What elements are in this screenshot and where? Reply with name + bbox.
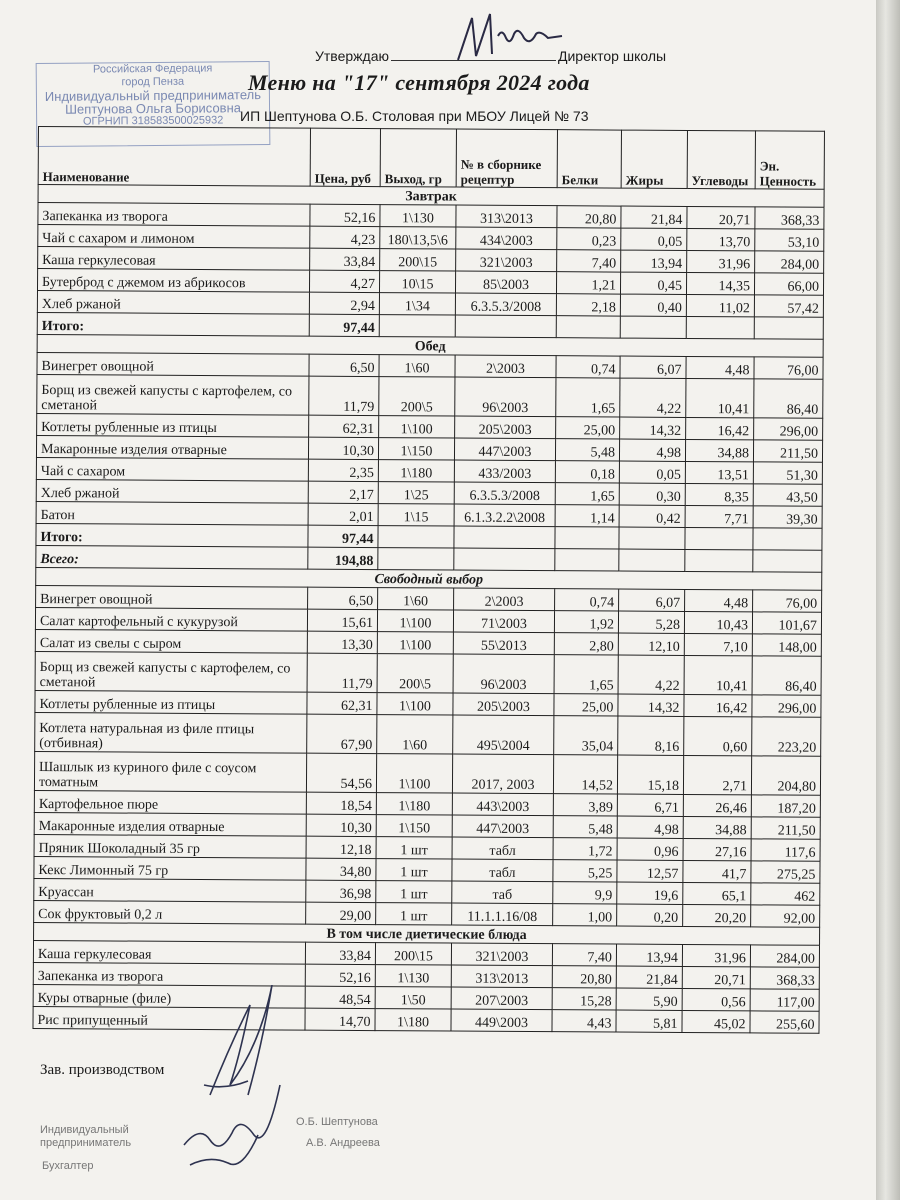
table-row	[35, 712, 821, 756]
cell-value: 275,25	[751, 861, 820, 883]
cell-value: 31,96	[687, 250, 755, 272]
cell-value: 1\100	[376, 754, 452, 793]
cell-value: 10,30	[306, 814, 376, 836]
empty-cell	[754, 317, 823, 339]
cell-value: 211,50	[751, 817, 820, 839]
cell-value: 117,6	[751, 839, 820, 861]
dish-name: Картофельное пюре	[34, 790, 306, 814]
cell-value: 18,54	[306, 792, 376, 814]
cell-value: 31,96	[682, 944, 750, 966]
cell-value: 313\2013	[451, 965, 552, 988]
cell-value: 14,70	[305, 1008, 375, 1030]
cell-value: 1\180	[378, 460, 454, 482]
dish-name: Макаронные изделия отварные	[36, 435, 308, 459]
cell-value: 200\5	[377, 654, 453, 693]
cell-value: 5,28	[618, 611, 684, 633]
approve-label: Утверждаю	[315, 48, 389, 64]
cell-value: 20,71	[682, 966, 750, 988]
cell-value: 10,41	[684, 655, 752, 694]
empty-cell	[379, 315, 455, 337]
cell-value: 462	[751, 883, 820, 905]
cell-value: 14,32	[620, 417, 686, 439]
cell-value: 4,48	[686, 356, 754, 378]
dish-name: Винегрет овощной	[36, 585, 308, 609]
signer-name: О.Б. Шептунова	[296, 1116, 378, 1128]
cell-value: 6,50	[308, 587, 378, 609]
cell-value: 2,94	[309, 292, 379, 314]
cell-value: 2,18	[556, 294, 620, 316]
cell-value: 21,84	[616, 966, 682, 988]
cell-value: 33,84	[310, 248, 380, 270]
cell-value: 4,98	[617, 816, 683, 838]
stamp-line: ОГРНИП 318583500025932	[82, 114, 224, 128]
section-title: В том числе диетические блюда	[34, 922, 820, 945]
cell-value: 1,65	[555, 483, 619, 505]
dish-name: Макаронные изделия отварные	[34, 812, 306, 836]
page-subtitle: ИП Шептунова О.Б. Столовая при МБОУ Лицей № 73	[240, 108, 589, 124]
col-header: Цена, руб	[310, 128, 380, 186]
table-row	[37, 374, 823, 418]
table-row	[34, 751, 820, 795]
total-value: 97,44	[308, 525, 378, 547]
cell-value: 1\100	[379, 416, 455, 438]
cell-value: 15,28	[552, 988, 616, 1010]
dish-name: Батон	[36, 501, 308, 525]
director-label: Директор школы	[557, 48, 667, 64]
dish-name: Рис припущенный	[33, 1006, 305, 1030]
cell-value: 20,80	[552, 966, 616, 988]
cell-value: 1\130	[380, 205, 456, 227]
cell-value: 447\2003	[452, 815, 553, 838]
empty-cell	[378, 548, 454, 570]
cell-value: 205\2003	[455, 416, 556, 439]
cell-value: 1\25	[378, 482, 454, 504]
cell-value: 39,30	[753, 506, 822, 528]
cell-value: 76,00	[753, 590, 822, 612]
signature-icon	[170, 985, 320, 1185]
cell-value: 52,16	[310, 204, 380, 226]
dish-name: Чай с сахаром	[36, 457, 308, 481]
dish-name: Котлеты рубленные из птицы	[37, 413, 309, 437]
cell-value: 65,1	[683, 882, 751, 904]
dish-name: Хлеб ржаной	[36, 479, 308, 503]
cell-value: 296,00	[752, 695, 821, 717]
cell-value: 10,30	[308, 437, 378, 459]
cell-value: 6,07	[619, 589, 685, 611]
cell-value: 200\15	[375, 943, 451, 965]
cell-value: 4,27	[309, 270, 379, 292]
cell-value: 255,60	[750, 1011, 819, 1033]
cell-value: таб	[452, 881, 553, 904]
empty-cell	[555, 527, 619, 549]
cell-value: 85\2003	[455, 271, 556, 294]
cell-value: табл	[452, 837, 553, 860]
cell-value: 7,71	[685, 505, 753, 527]
empty-cell	[619, 549, 685, 571]
cell-value: 7,40	[557, 250, 621, 272]
cell-value: 5,81	[616, 1010, 682, 1032]
cell-value: 43,50	[753, 484, 822, 506]
cell-value: 1 шт	[376, 859, 452, 881]
stamp-line: Индивидуальный предприниматель	[44, 87, 262, 104]
cell-value: 284,00	[755, 251, 824, 273]
cell-value: 8,16	[618, 716, 684, 755]
empty-cell	[753, 550, 822, 572]
cell-value: 0,05	[621, 228, 687, 250]
cell-value: 0,30	[619, 483, 685, 505]
cell-value: 211,50	[753, 440, 822, 462]
cell-value: 296,00	[754, 418, 823, 440]
cell-value: 433/2003	[454, 460, 555, 483]
empty-cell	[455, 315, 556, 338]
cell-value: 1\34	[379, 293, 455, 315]
cell-value: 13,94	[616, 944, 682, 966]
cell-value: 86,40	[754, 379, 823, 418]
cell-value: 0,40	[620, 294, 686, 316]
cell-value: 34,88	[685, 439, 753, 461]
cell-value: 13,70	[687, 228, 755, 250]
cell-value: 19,6	[617, 882, 683, 904]
stamp-line: город Пенза	[121, 75, 185, 89]
cell-value: 5,90	[616, 988, 682, 1010]
cell-value: 6,71	[617, 794, 683, 816]
cell-value: 205\2003	[453, 693, 554, 716]
cell-value: 8,35	[685, 483, 753, 505]
cell-value: 62,31	[307, 692, 377, 714]
col-header: Выход, гр	[380, 129, 456, 187]
empty-cell	[685, 549, 753, 571]
section-title: Свободный выбор	[36, 567, 822, 590]
cell-value: 204,80	[751, 756, 820, 795]
cell-value: 1 шт	[376, 903, 452, 925]
cell-value: 495\2004	[453, 715, 554, 755]
cell-value: 1\180	[376, 793, 452, 815]
cell-value: 1\50	[375, 987, 451, 1009]
cell-value: 51,30	[753, 462, 822, 484]
cell-value: 4,22	[618, 655, 684, 694]
dish-name: Борщ из свежей капусты с картофелем, со сметаной	[37, 374, 309, 415]
stamp-line: Шептунова Ольга Борисовна	[65, 100, 242, 117]
dish-name: Кекс Лимонный 75 гр	[34, 856, 306, 880]
ip-label: предприниматель	[40, 1137, 132, 1149]
total-value: 194,88	[308, 547, 378, 569]
cell-value: 0,60	[684, 716, 752, 755]
cell-value: 7,40	[552, 944, 616, 966]
cell-value: 86,40	[752, 656, 821, 695]
cell-value: 1\60	[379, 355, 455, 377]
cell-value: 2,71	[683, 755, 751, 794]
cell-value: 4,48	[685, 589, 753, 611]
cell-value: 1,65	[556, 378, 620, 417]
cell-value: 449\2003	[451, 1009, 552, 1032]
cell-value: 0,05	[619, 461, 685, 483]
page-title: Меню на "17" сентября 2024 года	[248, 70, 590, 95]
table-row	[33, 1006, 819, 1033]
cell-value: 16,42	[684, 694, 752, 716]
cell-value: 1\180	[375, 1009, 451, 1031]
cell-value: 11,02	[686, 294, 754, 316]
cell-value: 0,96	[617, 838, 683, 860]
cell-value: 10,43	[684, 611, 752, 633]
cell-value: 2,01	[308, 503, 378, 525]
dish-name: Винегрет овощной	[37, 352, 309, 376]
cell-value: 1 шт	[376, 837, 452, 859]
cell-value: 57,42	[754, 295, 823, 317]
cell-value: 6.3.5.3/2008	[455, 293, 556, 316]
cell-value: 62,31	[309, 415, 379, 437]
cell-value: 1,00	[553, 904, 617, 926]
cell-value: 9,9	[553, 882, 617, 904]
cell-value: 6,50	[309, 354, 379, 376]
section-title: Обед	[37, 334, 823, 357]
cell-value: 12,10	[618, 633, 684, 655]
dish-name: Хлеб ржаной	[37, 291, 309, 315]
cell-value: 1\60	[378, 588, 454, 610]
cell-value: 1\60	[377, 715, 453, 754]
cell-value: 15,18	[617, 755, 683, 794]
empty-cell	[686, 316, 754, 338]
col-header: Углеводы	[687, 130, 755, 188]
cell-value: 34,88	[683, 816, 751, 838]
col-header: Эн. Ценность	[755, 131, 824, 189]
cell-value: 443\2003	[452, 793, 553, 816]
cell-value: 12,18	[306, 836, 376, 858]
cell-value: 1,65	[554, 655, 618, 694]
dish-name: Каша геркулесовая	[38, 247, 310, 271]
dish-name: Бутерброд с джемом из абрикосов	[37, 269, 309, 293]
table-row	[35, 651, 821, 695]
cell-value: 0,23	[557, 228, 621, 250]
cell-value: 76,00	[754, 357, 823, 379]
cell-value: 1\130	[375, 965, 451, 987]
cell-value: 101,67	[752, 612, 821, 634]
cell-value: 48,54	[305, 986, 375, 1008]
ip-label: Индивидуальный	[40, 1124, 129, 1136]
empty-cell	[555, 549, 619, 571]
cell-value: 180\13,5\6	[380, 227, 456, 249]
cell-value: 1,92	[554, 611, 618, 633]
cell-value: 16,42	[686, 417, 754, 439]
empty-cell	[454, 548, 555, 571]
cell-value: 14,52	[553, 755, 617, 794]
cell-value: 1 шт	[376, 881, 452, 903]
col-header: № в сборнике рецептур	[456, 129, 557, 188]
cell-value: 117,00	[750, 989, 819, 1011]
cell-value: 55\2013	[453, 632, 554, 655]
cell-value: 52,16	[305, 964, 375, 986]
cell-value: 3,89	[553, 794, 617, 816]
cell-value: 67,90	[307, 714, 377, 753]
empty-cell	[454, 526, 555, 549]
cell-value: 1,21	[556, 272, 620, 294]
cell-value: 223,20	[752, 717, 821, 756]
dish-name: Борщ из свежей капусты с картофелем, со сметаной	[35, 651, 307, 692]
cell-value: 2\2003	[455, 355, 556, 378]
cell-value: 2017, 2003	[452, 754, 553, 794]
col-header: Белки	[557, 130, 621, 188]
cell-value: 10\15	[379, 271, 455, 293]
cell-value: 313\2013	[456, 205, 557, 228]
cell-value: 6.1.3.2.2\2008	[454, 504, 555, 527]
cell-value: 26,46	[683, 794, 751, 816]
cell-value: 1\150	[376, 815, 452, 837]
cell-value: 0,20	[617, 904, 683, 926]
cell-value: 5,25	[553, 860, 617, 882]
cell-value: 1\15	[378, 504, 454, 526]
col-header: Жиры	[621, 130, 687, 188]
cell-value: 10,41	[686, 378, 754, 417]
cell-value: 25,00	[556, 417, 620, 439]
cell-value: 2,35	[308, 459, 378, 481]
dish-name: Салат картофельный с кукурузой	[35, 607, 307, 631]
empty-cell	[753, 528, 822, 550]
cell-value: 20,71	[687, 206, 755, 228]
cell-value: 14,35	[686, 272, 754, 294]
empty-cell	[556, 316, 620, 338]
cell-value: табл	[452, 859, 553, 882]
cell-value: 92,00	[751, 905, 820, 927]
cell-value: 1,72	[553, 838, 617, 860]
cell-value: 33,84	[305, 942, 375, 964]
dish-name: Шашлык из куриного филе с соусом томатным	[34, 751, 306, 792]
cell-value: 13,30	[307, 631, 377, 653]
cell-value: 1\100	[377, 610, 453, 632]
cell-value: 66,00	[754, 273, 823, 295]
cell-value: 36,98	[306, 880, 376, 902]
cell-value: 284,00	[750, 945, 819, 967]
cell-value: 4,43	[552, 1010, 616, 1032]
cell-value: 2,17	[308, 481, 378, 503]
cell-value: 20,20	[683, 904, 751, 926]
cell-value: 200\15	[380, 249, 456, 271]
empty-cell	[378, 526, 454, 548]
cell-value: 96\2003	[455, 377, 556, 417]
cell-value: 35,04	[554, 716, 618, 755]
cell-value: 7,10	[684, 633, 752, 655]
cell-value: 5,48	[553, 816, 617, 838]
cell-value: 321\2003	[451, 943, 552, 966]
stamp-line: Российская Федерация	[92, 62, 213, 76]
cell-value: 0,42	[619, 505, 685, 527]
cell-value: 54,56	[306, 753, 376, 792]
cell-value: 11,79	[309, 376, 379, 415]
dish-name: Котлеты рубленные из птицы	[35, 690, 307, 714]
cell-value: 1,14	[555, 505, 619, 527]
dish-name: Сок фруктовый 0,2 л	[34, 900, 306, 924]
dish-name: Запеканка из творога	[38, 203, 310, 227]
cell-value: 21,84	[621, 206, 687, 228]
cell-value: 4,22	[620, 378, 686, 417]
dish-name: Пряник Шоколадный 35 гр	[34, 834, 306, 858]
total-label: Итого:	[37, 312, 309, 336]
cell-value: 321\2003	[456, 249, 557, 272]
page-edge	[876, 0, 900, 1200]
cell-value: 13,94	[621, 250, 687, 272]
cell-value: 29,00	[306, 902, 376, 924]
dish-name: Каша геркулесовая	[33, 940, 305, 964]
cell-value: 2,80	[554, 633, 618, 655]
cell-value: 368,33	[755, 207, 824, 229]
cell-value: 13,51	[685, 461, 753, 483]
signer-name: А.В. Андреева	[306, 1137, 380, 1149]
cell-value: 6,07	[620, 356, 686, 378]
director-signature-icon	[440, 8, 570, 68]
cell-value: 0,56	[682, 988, 750, 1010]
cell-value: 15,61	[307, 609, 377, 631]
total-value: 97,44	[309, 314, 379, 336]
production-manager-label: Зав. производством	[40, 1062, 165, 1078]
dish-name: Салат из свелы с сыром	[35, 629, 307, 653]
total-label: Всего:	[36, 545, 308, 569]
cell-value: 34,80	[306, 858, 376, 880]
cell-value: 5,48	[555, 439, 619, 461]
cell-value: 207\2003	[451, 987, 552, 1010]
cell-value: 148,00	[752, 634, 821, 656]
cell-value: 14,32	[618, 694, 684, 716]
cell-value: 11,79	[307, 653, 377, 692]
empty-cell	[685, 527, 753, 549]
cell-value: 0,18	[555, 461, 619, 483]
empty-cell	[619, 527, 685, 549]
cell-value: 1\100	[377, 693, 453, 715]
cell-value: 0,45	[620, 272, 686, 294]
cell-value: 368,33	[750, 967, 819, 989]
cell-value: 4,23	[310, 226, 380, 248]
cell-value: 434\2003	[456, 227, 557, 250]
cell-value: 187,20	[751, 795, 820, 817]
cell-value: 447\2003	[454, 438, 555, 461]
table-header-row	[38, 127, 824, 190]
cell-value: 96\2003	[453, 654, 554, 694]
cell-value: 0,74	[555, 589, 619, 611]
cell-value: 1\150	[378, 438, 454, 460]
cell-value: 0,74	[556, 356, 620, 378]
empty-cell	[620, 316, 686, 338]
cell-value: 200\5	[379, 377, 455, 416]
cell-value: 41,7	[683, 860, 751, 882]
cell-value: 11.1.1.16/08	[452, 903, 553, 926]
cell-value: 1\100	[377, 632, 453, 654]
cell-value: 71\2003	[453, 610, 554, 633]
cell-value: 2\2003	[454, 588, 555, 611]
menu-table	[32, 126, 825, 1034]
cell-value: 45,02	[682, 1010, 750, 1032]
accountant-label: Бухгалтер	[42, 1160, 94, 1172]
dish-name: Котлета натуральная из филе птицы (отбивная)	[35, 712, 307, 753]
section-title: Завтрак	[38, 185, 824, 208]
cell-value: 4,98	[619, 439, 685, 461]
cell-value: 20,80	[557, 206, 621, 228]
cell-value: 53,10	[755, 229, 824, 251]
total-label: Итого:	[36, 523, 308, 547]
dish-name: Куры отварные (филе)	[33, 984, 305, 1008]
dish-name: Круассан	[34, 878, 306, 902]
cell-value: 25,00	[554, 694, 618, 716]
dish-name: Чай с сахаром и лимоном	[38, 225, 310, 249]
col-header: Наименование	[38, 127, 310, 187]
cell-value: 6.3.5.3/2008	[454, 482, 555, 505]
cell-value: 12,57	[617, 860, 683, 882]
cell-value: 27,16	[683, 838, 751, 860]
dish-name: Запеканка из творога	[33, 962, 305, 986]
